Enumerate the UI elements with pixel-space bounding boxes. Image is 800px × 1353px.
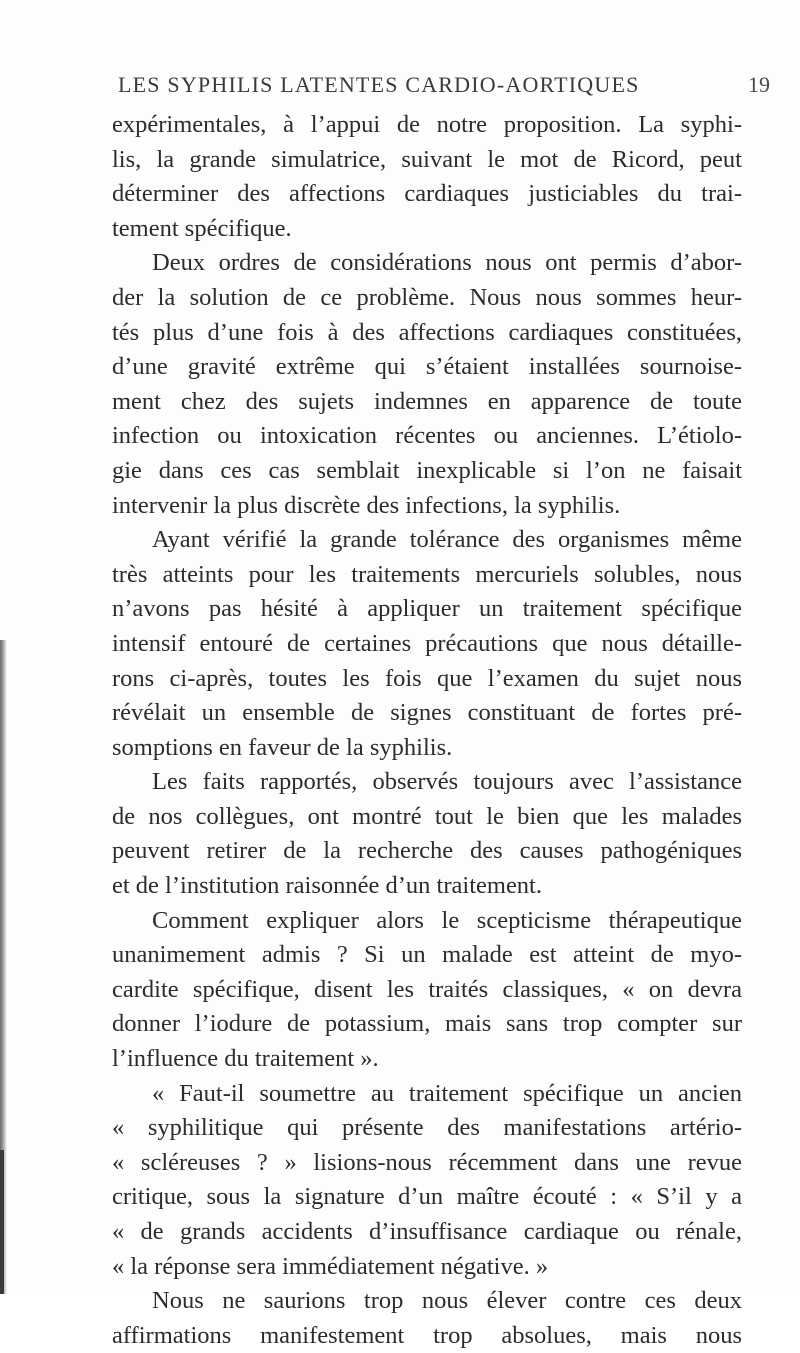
text-line: tés plus d’une fois à des affections cardiaques constituées, xyxy=(112,318,742,346)
text-line: révélait un ensemble de signes constituant de fortes pré- xyxy=(112,699,742,727)
text-line: ment chez des sujets indemnes en apparence de toute xyxy=(112,387,742,415)
text-line: peuvent retirer de la recherche des causes pathogéniques xyxy=(112,837,742,865)
text-line: infection ou intoxication récentes ou anciennes. L’étiolo- xyxy=(112,422,742,450)
body-text xyxy=(112,108,742,1353)
text-line: Les faits rapportés, observés toujours avec l’assistance xyxy=(152,768,742,796)
text-line: donner l’iodure de potassium, mais sans trop compter sur xyxy=(112,1010,742,1038)
text-line: l’influence du traitement ». xyxy=(112,1045,379,1073)
text-line: lis, la grande simulatrice, suivant le mot de Ricord, peut xyxy=(112,145,742,173)
text-line: « Faut-il soumettre au traitement spécifique un ancien xyxy=(152,1079,742,1107)
text-line: n’avons pas hésité à appliquer un traitement spécifique xyxy=(112,595,742,623)
text-line: somptions en faveur de la syphilis. xyxy=(112,733,453,761)
text-line: « scléreuses ? » lisions-nous récemment dans une revue xyxy=(112,1148,742,1176)
text-line: rons ci-après, toutes les fois que l’examen du sujet nous xyxy=(112,664,742,692)
text-line: intensif entouré de certaines précautions que nous détaille- xyxy=(112,629,742,657)
text-line: cardite spécifique, disent les traités classiques, « on devra xyxy=(112,975,742,1003)
text-line: Comment expliquer alors le scepticisme thérapeutique xyxy=(152,906,742,934)
text-line: de nos collègues, ont montré tout le bien que les malades xyxy=(112,802,742,830)
text-line: et de l’institution raisonnée d’un traitement. xyxy=(112,872,542,900)
text-line: d’une gravité extrême qui s’étaient installées sournoise- xyxy=(112,353,742,381)
text-line: der la solution de ce problème. Nous nous sommes heur- xyxy=(112,283,742,311)
text-line: « de grands accidents d’insuffisance cardiaque ou rénale, xyxy=(112,1218,742,1245)
text-line: intervenir la plus discrète des infections, la syphilis. xyxy=(112,491,621,519)
running-head: LES SYPHILIS LATENTES CARDIO-AORTIQUES xyxy=(118,72,640,97)
text-line: déterminer des affections cardiaques justiciables du trai- xyxy=(112,180,742,208)
text-line: critique, sous la signature d’un maître écouté : « S’il y a xyxy=(112,1183,742,1211)
text-line: gie dans ces cas semblait inexplicable si l’on ne faisait xyxy=(112,456,742,484)
text-line: Ayant vérifié la grande tolérance des organismes même xyxy=(152,526,742,554)
text-line: Nous ne saurions trop nous élever contre ces deux xyxy=(152,1287,742,1315)
page-number: 19 xyxy=(748,72,770,97)
text-line: expérimentales, à l’appui de notre proposition. La syphi- xyxy=(112,111,742,138)
text-line: Deux ordres de considérations nous ont permis d’abor- xyxy=(152,249,742,277)
text-line: unanimement admis ? Si un malade est atteint de myo- xyxy=(112,941,742,969)
text-line: « syphilitique qui présente des manifestations artério- xyxy=(112,1114,742,1142)
text-line: « la réponse sera immédiatement négative. » xyxy=(112,1252,549,1280)
text-line: très atteints pour les traitements mercuriels solubles, nous xyxy=(112,560,742,588)
text-line: affirmations manifestement trop absolues, mais nous xyxy=(112,1321,742,1349)
text-line: tement spécifique. xyxy=(112,214,292,242)
page-edge-binding xyxy=(0,1150,4,1294)
